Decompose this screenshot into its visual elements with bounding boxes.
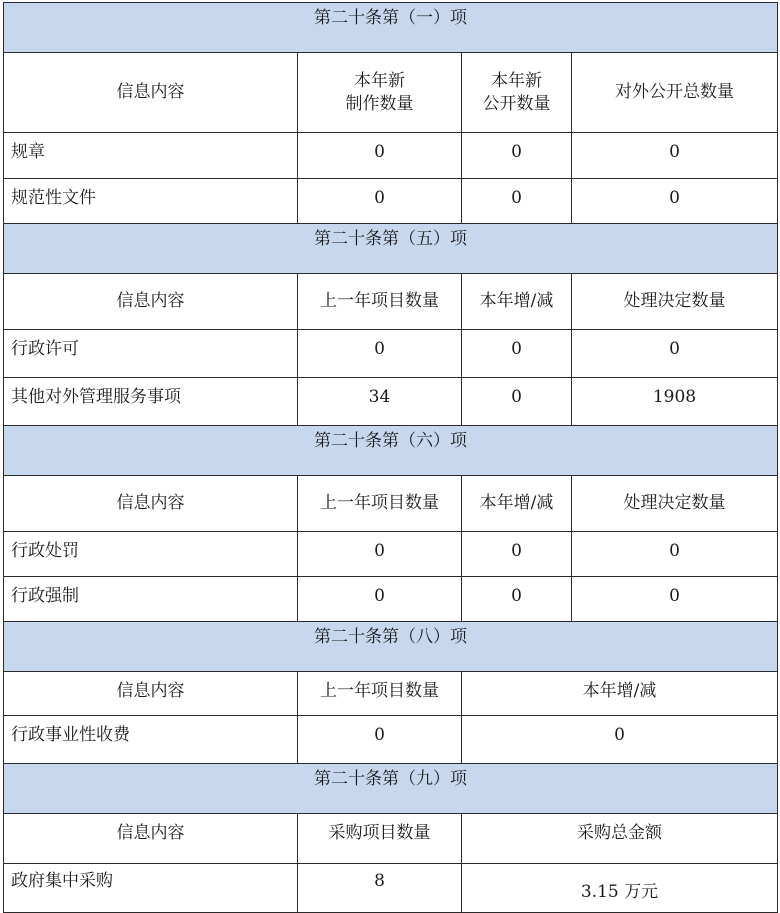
column-header-row bbox=[4, 814, 778, 864]
cell-value: 3.15 万元 bbox=[462, 864, 778, 913]
column-header: 信息内容 bbox=[4, 274, 298, 330]
cell-value: 1908 bbox=[572, 378, 778, 426]
cell-value: 0 bbox=[298, 716, 462, 764]
section-header bbox=[4, 426, 778, 476]
column-header-row bbox=[4, 53, 778, 133]
cell-value: 0 bbox=[298, 179, 462, 224]
section-title: 第二十条第（六）项 bbox=[4, 426, 778, 476]
cell-value: 0 bbox=[298, 532, 462, 577]
cell-value: 0 bbox=[572, 179, 778, 224]
column-header: 采购总金额 bbox=[462, 814, 778, 864]
column-header bbox=[298, 53, 462, 133]
table-row bbox=[4, 179, 778, 224]
column-header: 信息内容 bbox=[4, 814, 298, 864]
column-header: 对外公开总数量 bbox=[572, 53, 778, 133]
cell-value: 0 bbox=[298, 577, 462, 622]
cell-value: 0 bbox=[462, 577, 572, 622]
section-title: 第二十条第（八）项 bbox=[4, 622, 778, 672]
cell-value: 0 bbox=[462, 179, 572, 224]
table-row bbox=[4, 532, 778, 577]
cell-value: 0 bbox=[462, 330, 572, 378]
section-header bbox=[4, 3, 778, 53]
column-header: 上一年项目数量 bbox=[298, 476, 462, 532]
column-header: 信息内容 bbox=[4, 53, 298, 133]
column-header: 信息内容 bbox=[4, 672, 298, 716]
row-label: 行政事业性收费 bbox=[4, 716, 298, 764]
table-row bbox=[4, 330, 778, 378]
cell-value: 0 bbox=[462, 532, 572, 577]
cell-value: 34 bbox=[298, 378, 462, 426]
row-label: 政府集中采购 bbox=[4, 864, 298, 913]
column-header-row bbox=[4, 672, 778, 716]
row-label: 其他对外管理服务事项 bbox=[4, 378, 298, 426]
cell-value: 0 bbox=[572, 532, 778, 577]
cell-value: 0 bbox=[462, 378, 572, 426]
cell-value: 0 bbox=[572, 577, 778, 622]
section-title: 第二十条第（九）项 bbox=[4, 764, 778, 814]
table-row bbox=[4, 133, 778, 179]
section-header bbox=[4, 622, 778, 672]
row-label: 规范性文件 bbox=[4, 179, 298, 224]
section-title: 第二十条第（五）项 bbox=[4, 224, 778, 274]
column-header-text: 本年新 制作数量 bbox=[345, 70, 414, 114]
column-header: 处理决定数量 bbox=[572, 476, 778, 532]
column-header: 上一年项目数量 bbox=[298, 672, 462, 716]
column-header: 处理决定数量 bbox=[572, 274, 778, 330]
table-row bbox=[4, 864, 778, 913]
row-label: 规章 bbox=[4, 133, 298, 179]
column-header: 本年增/减 bbox=[462, 672, 778, 716]
row-label: 行政许可 bbox=[4, 330, 298, 378]
column-header: 本年增/减 bbox=[462, 476, 572, 532]
cell-value: 8 bbox=[298, 864, 462, 913]
table-row bbox=[4, 577, 778, 622]
disclosure-table bbox=[3, 2, 778, 913]
table-row bbox=[4, 378, 778, 426]
cell-value: 0 bbox=[462, 716, 778, 764]
section-title: 第二十条第（一）项 bbox=[4, 3, 778, 53]
row-label: 行政处罚 bbox=[4, 532, 298, 577]
section-header bbox=[4, 224, 778, 274]
table-row bbox=[4, 716, 778, 764]
column-header: 上一年项目数量 bbox=[298, 274, 462, 330]
cell-value: 0 bbox=[572, 133, 778, 179]
row-label: 行政强制 bbox=[4, 577, 298, 622]
column-header bbox=[462, 53, 572, 133]
cell-value: 0 bbox=[572, 330, 778, 378]
cell-value: 0 bbox=[298, 133, 462, 179]
column-header-text: 本年新 公开数量 bbox=[482, 70, 551, 114]
column-header: 采购项目数量 bbox=[298, 814, 462, 864]
cell-value: 0 bbox=[462, 133, 572, 179]
cell-value: 0 bbox=[298, 330, 462, 378]
column-header-row bbox=[4, 274, 778, 330]
column-header-row bbox=[4, 476, 778, 532]
column-header: 本年增/减 bbox=[462, 274, 572, 330]
column-header: 信息内容 bbox=[4, 476, 298, 532]
section-header bbox=[4, 764, 778, 814]
